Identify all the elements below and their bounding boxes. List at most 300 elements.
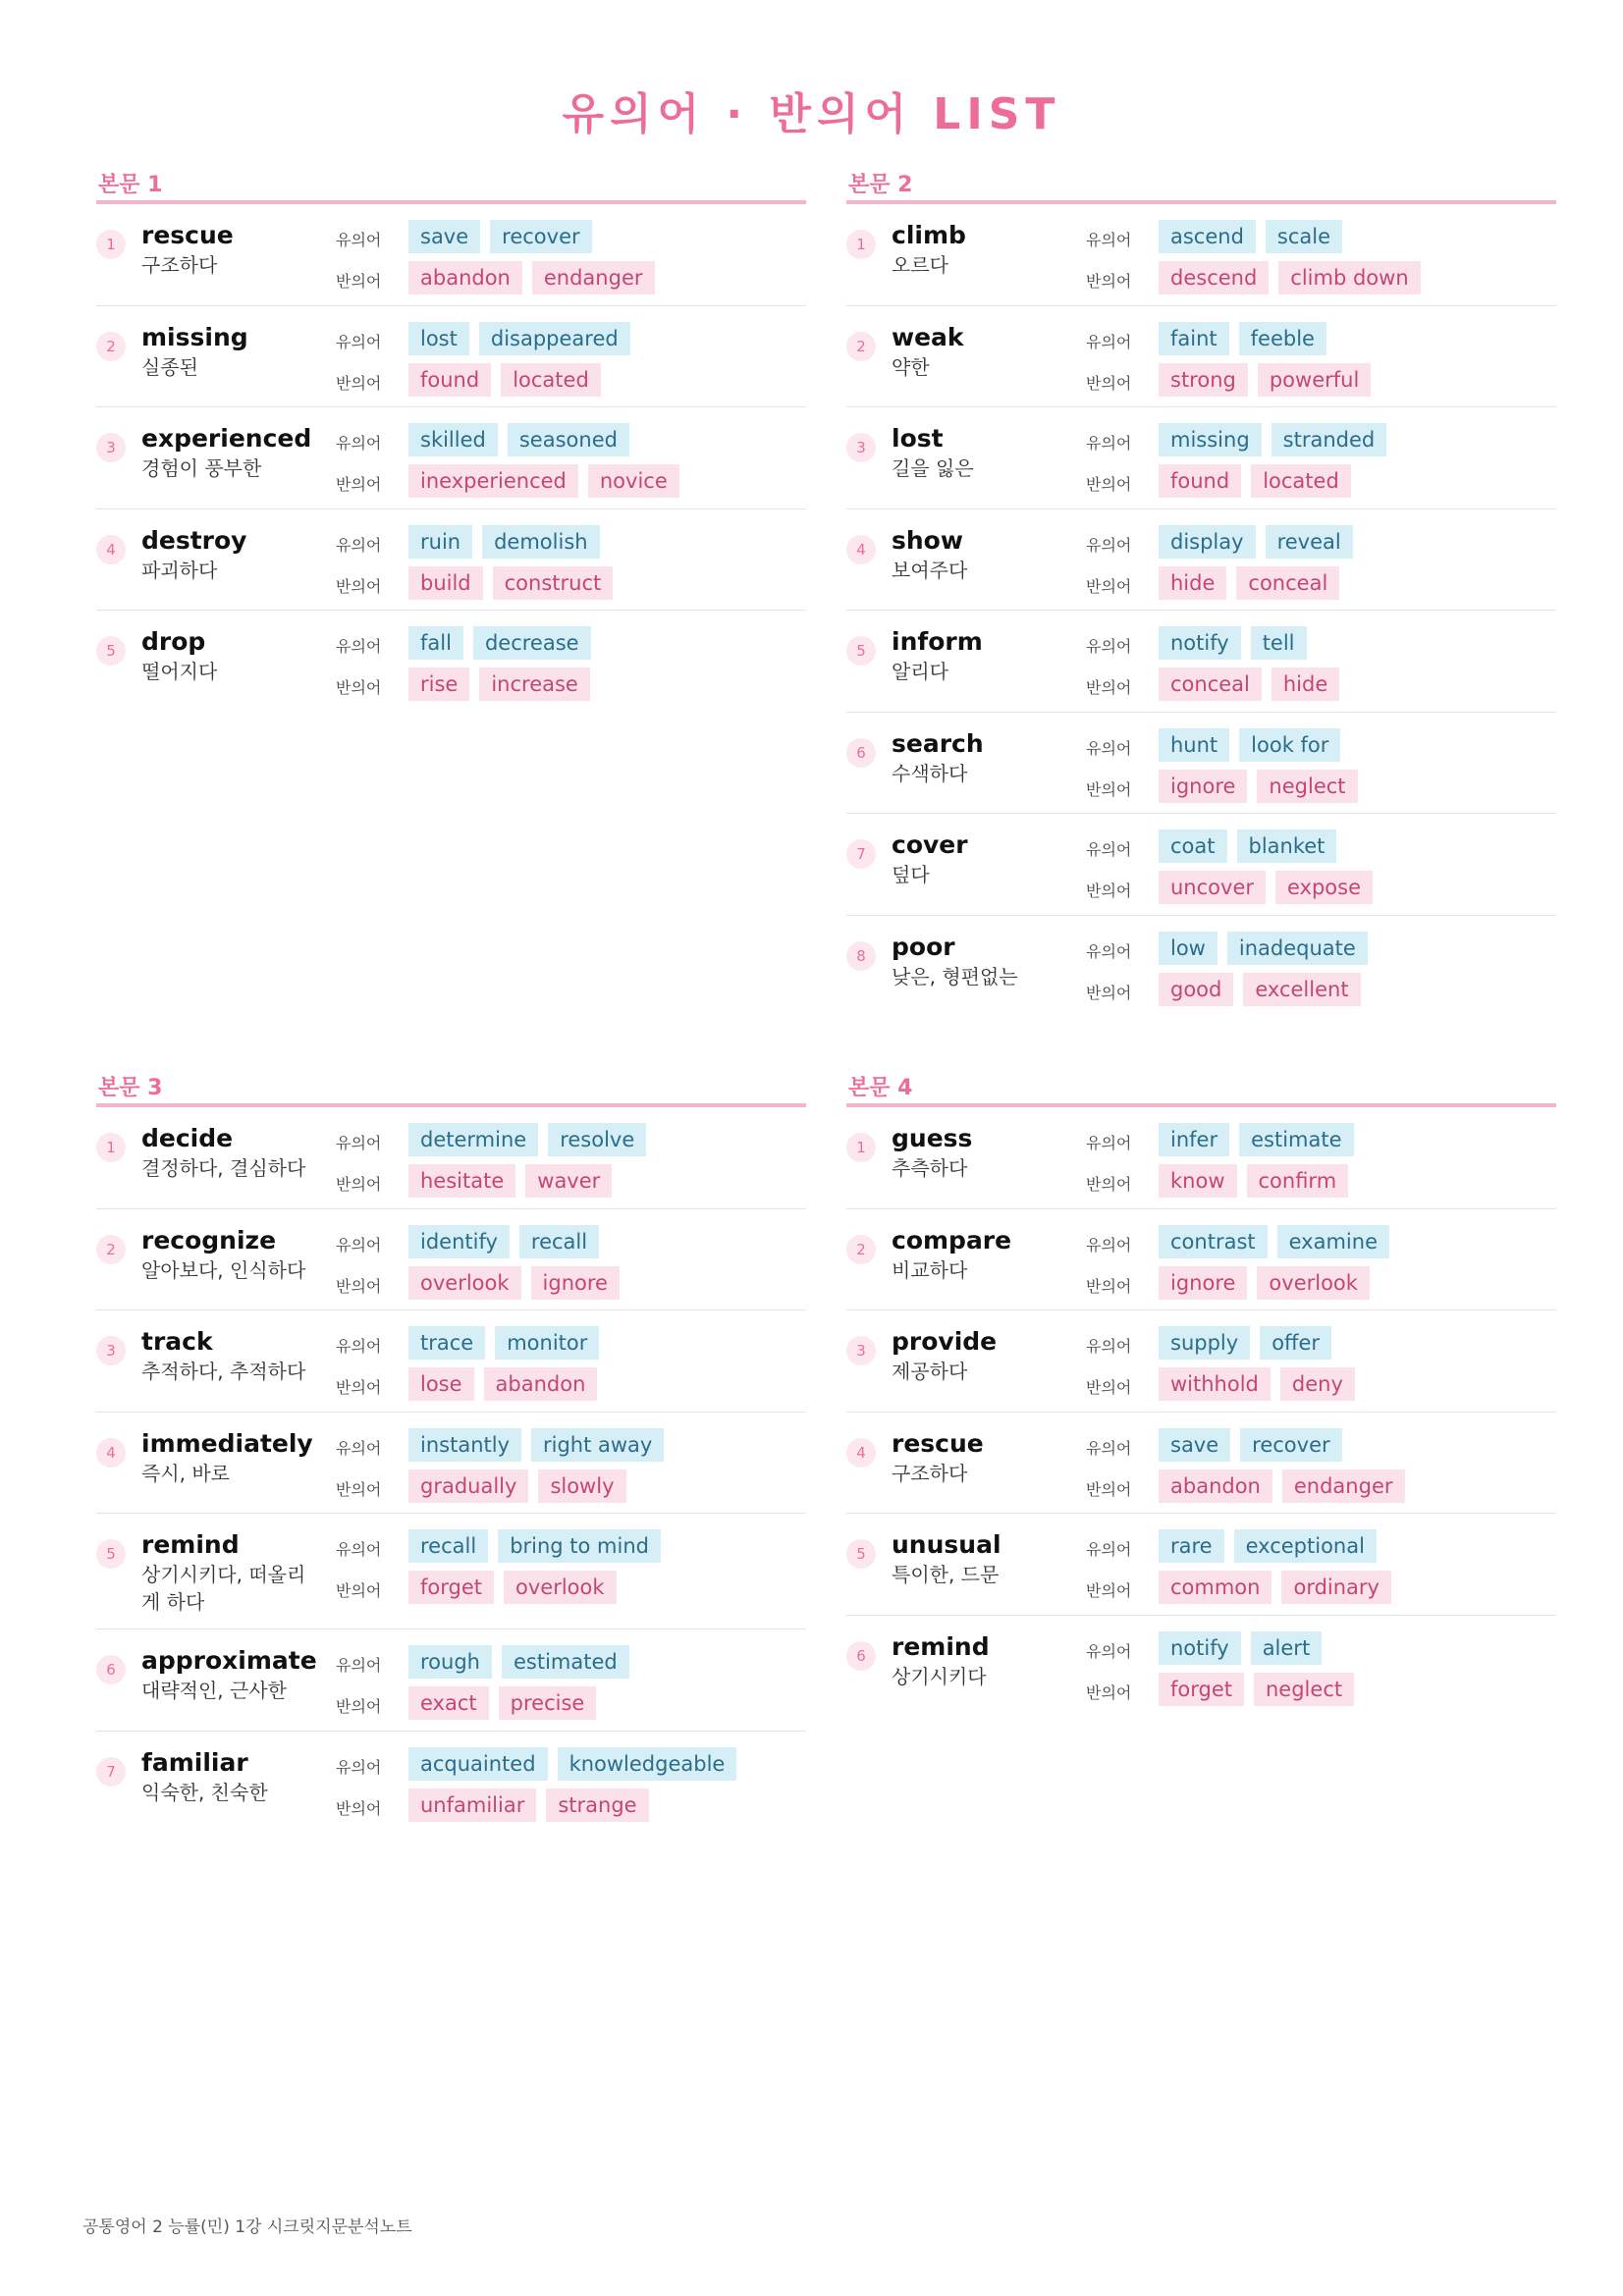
entry-meaning: 구조하다	[141, 253, 218, 277]
entry-meaning: 특이한, 드문	[892, 1563, 1000, 1586]
antonym-tags	[408, 1266, 620, 1300]
antonym-label: 반의어	[1086, 779, 1132, 799]
synonym-label: 유의어	[336, 535, 382, 555]
vocab-entry	[96, 1310, 806, 1413]
antonym-tag: ignore	[1159, 770, 1247, 803]
synonym-label: 유의어	[1086, 1134, 1132, 1152]
vocab-entry	[96, 611, 806, 713]
synonym-tag: faint	[1159, 322, 1229, 355]
synonym-tag: alert	[1251, 1631, 1323, 1665]
synonym-label: 유의어	[336, 1757, 382, 1777]
vocab-entry	[96, 306, 806, 408]
vocab-entry	[96, 1413, 806, 1515]
vocab-entry	[96, 204, 806, 306]
entry-number-badge: 4	[96, 535, 126, 564]
synonym-tag: supply	[1159, 1326, 1250, 1360]
antonym-tags	[1159, 363, 1371, 397]
section-heading: 본문 3	[96, 1068, 806, 1107]
antonym-tag: confirm	[1247, 1164, 1349, 1198]
section-heading: 본문 2	[846, 165, 1556, 204]
antonym-label: 반의어	[336, 1479, 382, 1499]
entry-number-badge: 2	[96, 332, 126, 361]
synonym-tag: rare	[1159, 1529, 1224, 1563]
synonym-tag: exceptional	[1234, 1529, 1377, 1563]
synonym-label: 유의어	[336, 1438, 382, 1458]
entry-number-badge: 3	[96, 1336, 126, 1365]
entry-meaning: 상기시키다	[892, 1664, 987, 1688]
synonym-tags	[408, 322, 630, 355]
entry-number-badge: 6	[846, 1641, 876, 1671]
synonym-tag: bring to mind	[498, 1529, 661, 1563]
antonym-tag: unfamiliar	[408, 1789, 536, 1822]
antonym-tags	[408, 1571, 617, 1604]
synonym-label: 유의어	[1086, 1235, 1132, 1255]
synonym-tags	[1159, 626, 1307, 660]
synonym-label: 유의어	[1086, 840, 1132, 859]
entry-number-badge: 6	[96, 1655, 126, 1684]
vocab-entry	[846, 407, 1556, 509]
antonym-tags	[1159, 1571, 1391, 1604]
antonym-tag: abandon	[408, 261, 522, 294]
antonym-tag: build	[408, 566, 483, 600]
synonym-label: 유의어	[336, 1540, 382, 1559]
antonym-label: 반의어	[336, 678, 382, 697]
antonym-tags	[1159, 1367, 1355, 1401]
entry-word: familiar	[141, 1747, 248, 1777]
vocab-entry	[846, 814, 1556, 916]
antonym-tag: gradually	[408, 1469, 528, 1503]
antonym-label: 반의어	[1086, 1479, 1132, 1499]
entry-number-badge: 2	[846, 1235, 876, 1264]
synonym-label: 유의어	[1086, 535, 1132, 555]
synonym-tags	[1159, 1529, 1377, 1563]
antonym-tags	[408, 667, 590, 701]
synonym-tags	[1159, 728, 1340, 762]
synonym-tags	[408, 1326, 599, 1360]
synonym-tag: scale	[1266, 220, 1342, 253]
page-title: 유의어 · 반의어 LIST	[562, 89, 1061, 139]
entry-meaning: 길을 잃은	[892, 456, 974, 480]
synonym-tags	[1159, 1631, 1322, 1665]
entry-word: inform	[892, 627, 983, 656]
synonym-tag: fall	[408, 626, 463, 660]
synonym-label: 유의어	[336, 434, 382, 453]
synonym-tag: determine	[408, 1123, 538, 1156]
synonym-tag: acquainted	[408, 1747, 548, 1781]
synonym-tags	[408, 1225, 599, 1258]
synonym-tag: skilled	[408, 423, 498, 456]
entry-word: destroy	[141, 525, 247, 555]
antonym-tag: located	[501, 363, 601, 397]
synonym-tags	[1159, 1225, 1389, 1258]
synonym-label: 유의어	[1086, 1337, 1132, 1356]
vocab-entry	[96, 407, 806, 509]
antonym-tag: forget	[408, 1571, 494, 1604]
vocab-entry	[846, 916, 1556, 1018]
antonym-tag: abandon	[484, 1367, 598, 1401]
entry-word: poor	[892, 932, 955, 961]
antonym-label: 반의어	[1086, 983, 1132, 1002]
vocab-entry	[846, 611, 1556, 713]
synonym-tag: low	[1159, 932, 1217, 965]
synonym-tag: examine	[1277, 1225, 1389, 1258]
synonym-tags	[1159, 322, 1326, 355]
antonym-tags	[1159, 261, 1421, 294]
synonym-tag: seasoned	[508, 423, 629, 456]
entry-word: lost	[892, 424, 944, 453]
synonym-tags	[1159, 1428, 1342, 1462]
entry-number-badge: 3	[846, 1336, 876, 1365]
antonym-tag: found	[408, 363, 491, 397]
synonym-label: 유의어	[336, 1337, 382, 1356]
synonym-tag: infer	[1159, 1123, 1229, 1156]
entry-word: guess	[892, 1124, 973, 1152]
entry-word: compare	[892, 1225, 1012, 1255]
antonym-tags	[408, 1164, 612, 1198]
entry-meaning: 대략적인, 근사한	[141, 1679, 287, 1702]
synonym-tags	[408, 220, 592, 253]
entry-number-badge: 2	[846, 332, 876, 361]
synonym-tag: inadequate	[1227, 932, 1368, 965]
vocab-entry	[96, 1107, 806, 1209]
synonym-tag: display	[1159, 525, 1256, 559]
synonym-tags	[408, 1747, 736, 1781]
vocab-entry	[846, 204, 1556, 306]
antonym-tags	[1159, 1469, 1405, 1503]
antonym-label: 반의어	[336, 475, 382, 494]
synonym-tags	[1159, 220, 1342, 253]
entry-meaning: 보여주다	[892, 558, 968, 582]
vocab-entry	[846, 509, 1556, 612]
synonym-label: 유의어	[1086, 434, 1132, 453]
antonym-label: 반의어	[1086, 1581, 1132, 1600]
antonym-tag: powerful	[1258, 363, 1371, 397]
synonym-label: 유의어	[1086, 738, 1132, 758]
antonym-tag: deny	[1280, 1367, 1355, 1401]
antonym-tags	[1159, 1164, 1348, 1198]
entry-meaning: 익숙한, 친숙한	[141, 1780, 268, 1804]
entry-number-badge: 4	[846, 535, 876, 564]
entry-meaning: 낮은, 형편없는	[892, 964, 1018, 988]
antonym-tag: abandon	[1159, 1469, 1272, 1503]
entry-meaning: 알아보다, 인식하다	[141, 1257, 306, 1282]
synonym-tag: disappeared	[479, 322, 630, 355]
synonym-tag: hunt	[1159, 728, 1229, 762]
antonym-tag: overlook	[408, 1266, 521, 1300]
synonym-tag: contrast	[1159, 1225, 1268, 1258]
entry-number-badge: 1	[846, 230, 876, 259]
antonym-tag: conceal	[1159, 667, 1262, 701]
antonym-tags	[408, 363, 601, 397]
antonym-tag: excellent	[1243, 973, 1360, 1006]
antonym-tag: neglect	[1257, 770, 1357, 803]
synonym-tag: lost	[408, 322, 469, 355]
synonym-tag: estimate	[1239, 1123, 1353, 1156]
vocab-entry	[846, 1107, 1556, 1209]
antonym-tags	[1159, 973, 1361, 1006]
entry-word: remind	[141, 1530, 240, 1559]
antonym-label: 반의어	[336, 1378, 382, 1397]
section-heading: 본문 1	[96, 165, 806, 204]
antonym-label: 반의어	[336, 373, 382, 393]
entry-number-badge: 7	[96, 1757, 126, 1787]
synonym-tags	[408, 1529, 661, 1563]
antonym-label: 반의어	[336, 1276, 382, 1296]
antonym-tags	[408, 566, 613, 600]
synonym-label: 유의어	[1086, 1540, 1132, 1559]
antonym-tag: climb down	[1278, 261, 1420, 294]
entry-meaning: 알리다	[892, 660, 948, 683]
synonym-tag: decrease	[473, 626, 591, 660]
synonym-tag: trace	[408, 1326, 485, 1360]
section-2	[846, 165, 1556, 1017]
antonym-tag: hide	[1159, 566, 1226, 600]
entry-meaning: 비교하다	[892, 1257, 968, 1282]
synonym-tags	[1159, 932, 1368, 965]
entry-number-badge: 7	[846, 839, 876, 869]
synonym-label: 유의어	[1086, 231, 1132, 249]
entry-meaning: 오르다	[892, 253, 948, 277]
synonym-label: 유의어	[1086, 941, 1132, 961]
antonym-tag: endanger	[532, 261, 655, 294]
antonym-label: 반의어	[336, 272, 382, 291]
antonym-tag: waver	[525, 1164, 612, 1198]
synonym-tags	[408, 626, 591, 660]
antonym-tags	[1159, 667, 1339, 701]
synonym-tag: look for	[1239, 728, 1340, 762]
entry-number-badge: 2	[96, 1235, 126, 1264]
antonym-tag: hesitate	[408, 1164, 515, 1198]
synonym-tag: instantly	[408, 1428, 521, 1462]
synonym-label: 유의어	[1086, 332, 1132, 351]
entry-number-badge: 5	[846, 1539, 876, 1569]
synonym-tags	[1159, 829, 1336, 863]
vocab-entry	[846, 1514, 1556, 1616]
synonym-tag: demolish	[482, 525, 599, 559]
antonym-tags	[408, 1686, 596, 1720]
synonym-tag: offer	[1260, 1326, 1331, 1360]
antonym-tag: rise	[408, 667, 469, 701]
entry-number-badge: 3	[846, 433, 876, 462]
entry-word: rescue	[892, 1428, 984, 1458]
entry-word: show	[892, 525, 963, 555]
entry-word: cover	[892, 830, 968, 859]
section-3	[96, 1068, 806, 1833]
entry-word: rescue	[141, 221, 234, 249]
entry-number-badge: 1	[96, 230, 126, 259]
section-heading: 본문 4	[846, 1068, 1556, 1107]
entry-word: track	[141, 1327, 213, 1356]
entry-word: weak	[892, 322, 964, 351]
synonym-tag: recall	[519, 1225, 599, 1258]
synonym-tag: missing	[1159, 423, 1262, 456]
entry-word: drop	[141, 627, 206, 656]
antonym-label: 반의어	[1086, 373, 1132, 393]
entry-word: provide	[892, 1327, 998, 1356]
antonym-tags	[408, 464, 679, 498]
synonym-tag: feeble	[1239, 322, 1326, 355]
synonym-label: 유의어	[1086, 1641, 1132, 1661]
antonym-tag: descend	[1159, 261, 1269, 294]
antonym-tag: common	[1159, 1571, 1271, 1604]
synonym-tag: rough	[408, 1645, 492, 1679]
vocab-entry	[846, 713, 1556, 815]
entry-word: missing	[141, 322, 248, 351]
entry-word: search	[892, 728, 984, 758]
entry-number-badge: 5	[846, 636, 876, 666]
antonym-tag: ignore	[1159, 1266, 1247, 1300]
antonym-tag: novice	[588, 464, 679, 498]
antonym-label: 반의어	[336, 576, 382, 596]
entry-meaning: 덮다	[892, 863, 930, 886]
antonym-label: 반의어	[1086, 475, 1132, 494]
antonym-tag: know	[1159, 1164, 1237, 1198]
entry-number-badge: 5	[96, 636, 126, 666]
antonym-tag: strange	[546, 1789, 648, 1822]
synonym-tag: recover	[490, 220, 591, 253]
antonym-tags	[1159, 770, 1358, 803]
antonym-tag: increase	[479, 667, 590, 701]
section-1	[96, 165, 806, 713]
synonym-tag: ascend	[1159, 220, 1256, 253]
synonym-tag: knowledgeable	[558, 1747, 737, 1781]
entry-meaning: 추측하다	[892, 1156, 968, 1180]
synonym-tags	[1159, 1326, 1331, 1360]
entry-number-badge: 1	[846, 1133, 876, 1162]
entry-word: unusual	[892, 1530, 1001, 1559]
antonym-tag: overlook	[504, 1571, 617, 1604]
entry-word: approximate	[141, 1646, 317, 1675]
antonym-tag: expose	[1275, 871, 1373, 904]
synonym-tags	[408, 1123, 646, 1156]
antonym-tag: construct	[493, 566, 614, 600]
antonym-tags	[408, 1789, 649, 1822]
vocab-entry	[96, 1629, 806, 1732]
antonym-tag: lose	[408, 1367, 474, 1401]
antonym-label: 반의어	[1086, 1276, 1132, 1296]
entry-number-badge: 6	[846, 738, 876, 768]
antonym-tag: found	[1159, 464, 1241, 498]
synonym-tags	[408, 525, 600, 559]
vocab-entry	[846, 1310, 1556, 1413]
synonym-tag: save	[408, 220, 480, 253]
antonym-tag: ignore	[531, 1266, 620, 1300]
synonym-tag: monitor	[495, 1326, 599, 1360]
synonym-label: 유의어	[336, 1235, 382, 1255]
entry-meaning: 상기시키다, 떠올리게 하다	[141, 1563, 306, 1614]
synonym-tag: recover	[1240, 1428, 1341, 1462]
antonym-tags	[1159, 1673, 1354, 1706]
synonym-tags	[1159, 423, 1386, 456]
entry-meaning: 제공하다	[892, 1360, 968, 1383]
synonym-label: 유의어	[336, 1656, 382, 1675]
synonym-tag: resolve	[548, 1123, 646, 1156]
antonym-tag: strong	[1159, 363, 1248, 397]
antonym-tag: slowly	[538, 1469, 625, 1503]
antonym-tag: exact	[408, 1686, 489, 1720]
synonym-tag: estimated	[502, 1645, 629, 1679]
synonym-tag: stranded	[1271, 423, 1387, 456]
entry-number-badge: 8	[846, 941, 876, 971]
antonym-tag: inexperienced	[408, 464, 578, 498]
antonym-tag: neglect	[1254, 1673, 1354, 1706]
synonym-tags	[408, 1428, 664, 1462]
entry-word: recognize	[141, 1225, 277, 1255]
synonym-label: 유의어	[336, 332, 382, 351]
antonym-label: 반의어	[1086, 881, 1132, 900]
synonym-tag: recall	[408, 1529, 488, 1563]
entry-word: immediately	[141, 1428, 313, 1458]
vocab-entry	[846, 1209, 1556, 1311]
antonym-tags	[408, 1367, 597, 1401]
entry-meaning: 추적하다, 추적하다	[141, 1360, 306, 1383]
antonym-tag: precise	[499, 1686, 597, 1720]
antonym-tags	[408, 261, 655, 294]
entry-meaning: 결정하다, 결심하다	[141, 1156, 306, 1180]
entry-word: decide	[141, 1124, 234, 1152]
vocab-entry	[96, 1514, 806, 1629]
synonym-tag: save	[1159, 1428, 1230, 1462]
antonym-tags	[408, 1469, 626, 1503]
synonym-label: 유의어	[1086, 1438, 1132, 1458]
antonym-label: 반의어	[336, 1581, 382, 1600]
synonym-tag: coat	[1159, 829, 1227, 863]
entry-meaning: 수색하다	[892, 761, 968, 785]
synonym-label: 유의어	[336, 231, 382, 249]
antonym-tags	[1159, 1266, 1370, 1300]
antonym-label: 반의어	[336, 1175, 382, 1194]
antonym-tag: hide	[1271, 667, 1339, 701]
antonym-tag: withhold	[1159, 1367, 1271, 1401]
entry-meaning: 약한	[892, 354, 930, 379]
entry-number-badge: 5	[96, 1539, 126, 1569]
vocab-entry	[846, 306, 1556, 408]
entry-meaning: 경험이 풍부한	[141, 456, 262, 480]
antonym-tag: overlook	[1257, 1266, 1370, 1300]
vocab-entry	[96, 509, 806, 612]
antonym-label: 반의어	[1086, 272, 1132, 291]
antonym-tag: located	[1251, 464, 1351, 498]
antonym-tags	[1159, 566, 1339, 600]
antonym-label: 반의어	[1086, 678, 1132, 697]
synonym-label: 유의어	[336, 1134, 382, 1152]
synonym-tag: reveal	[1266, 525, 1353, 559]
synonym-label: 유의어	[1086, 637, 1132, 656]
vocab-entry	[846, 1616, 1556, 1718]
entry-number-badge: 1	[96, 1133, 126, 1162]
entry-meaning: 떨어지다	[141, 660, 218, 683]
section-4	[846, 1068, 1556, 1717]
antonym-label: 반의어	[336, 1798, 382, 1818]
antonym-label: 반의어	[1086, 576, 1132, 596]
antonym-tags	[1159, 871, 1373, 904]
synonym-tags	[1159, 525, 1353, 559]
synonym-tag: ruin	[408, 525, 472, 559]
vocab-entry	[96, 1732, 806, 1834]
vocab-entry	[96, 1209, 806, 1311]
synonym-label: 유의어	[336, 637, 382, 656]
synonym-tags	[408, 1645, 629, 1679]
antonym-label: 반의어	[1086, 1175, 1132, 1194]
antonym-tag: good	[1159, 973, 1233, 1006]
entry-meaning: 구조하다	[892, 1461, 968, 1485]
synonym-tag: tell	[1251, 626, 1307, 660]
antonym-label: 반의어	[336, 1697, 382, 1716]
synonym-tag: identify	[408, 1225, 510, 1258]
entry-meaning: 즉시, 바로	[141, 1461, 230, 1485]
synonym-tag: notify	[1159, 1631, 1241, 1665]
antonym-tag: uncover	[1159, 871, 1266, 904]
